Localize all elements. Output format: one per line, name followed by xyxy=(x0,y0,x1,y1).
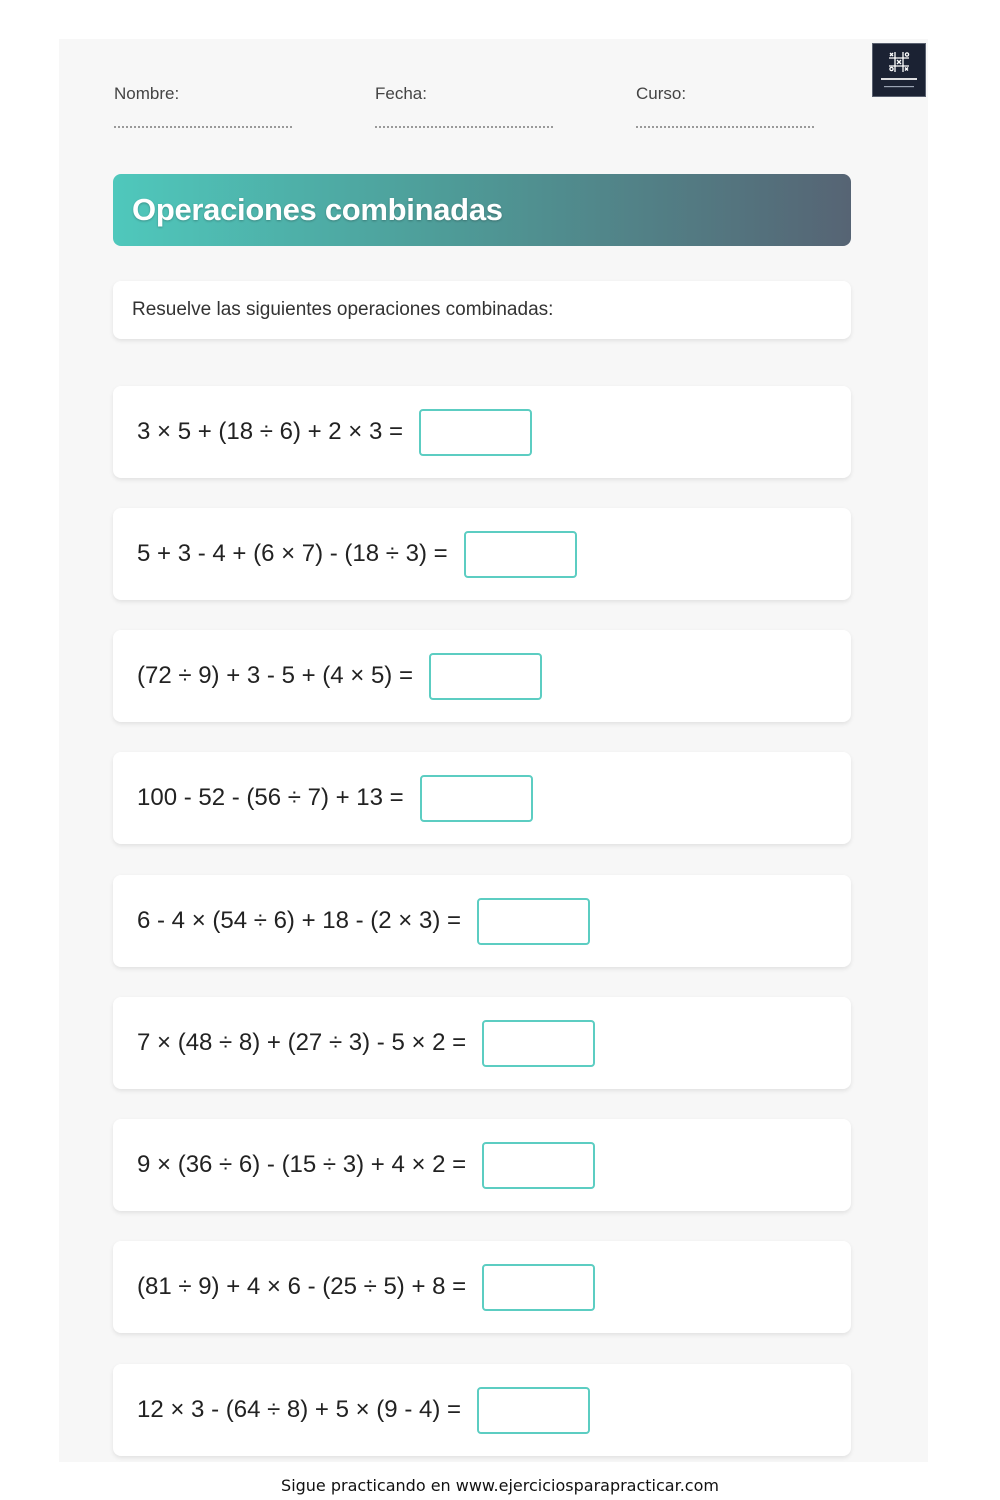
exercise-expression: 7 × (48 ÷ 8) + (27 ÷ 3) - 5 × 2 = xyxy=(137,1029,467,1056)
footer-text: Sigue practicando en www.ejerciciosparapracticar.com xyxy=(281,1476,719,1495)
answer-box[interactable] xyxy=(482,1264,595,1311)
exercise-expression: 5 + 3 - 4 + (6 × 7) - (18 ÷ 3) = xyxy=(137,540,448,567)
exercise-card xyxy=(113,508,851,600)
exercise-expression: 100 - 52 - (56 ÷ 7) + 13 = xyxy=(137,784,404,811)
date-field[interactable] xyxy=(375,83,553,128)
answer-box[interactable] xyxy=(420,775,533,822)
page-title: Operaciones combinadas xyxy=(132,192,503,227)
logo xyxy=(872,43,926,97)
name-line[interactable] xyxy=(114,126,292,128)
exercise-card xyxy=(113,1364,851,1456)
answer-box[interactable] xyxy=(429,653,542,700)
course-label: Curso: xyxy=(636,84,687,103)
exercise-expression: (81 ÷ 9) + 4 × 6 - (25 ÷ 5) + 8 = xyxy=(137,1273,467,1300)
exercise-card xyxy=(113,1241,851,1333)
tic-tac-toe-logo-icon xyxy=(873,44,925,96)
answer-box[interactable] xyxy=(477,1387,590,1434)
instruction-box xyxy=(113,281,851,339)
date-line[interactable] xyxy=(375,126,553,128)
name-label: Nombre: xyxy=(114,84,180,103)
exercise-expression: 6 - 4 × (54 ÷ 6) + 18 - (2 × 3) = xyxy=(137,907,461,934)
exercise-card xyxy=(113,386,851,478)
exercise-expression: 9 × (36 ÷ 6) - (15 ÷ 3) + 4 × 2 = xyxy=(137,1151,467,1178)
answer-box[interactable] xyxy=(482,1142,595,1189)
answer-box[interactable] xyxy=(419,409,532,456)
date-label: Fecha: xyxy=(375,84,427,103)
title-banner xyxy=(113,174,851,246)
exercise-card xyxy=(113,997,851,1089)
exercise-card xyxy=(113,630,851,722)
course-line[interactable] xyxy=(636,126,814,128)
instruction-text: Resuelve las siguientes operaciones combinadas: xyxy=(132,299,554,320)
answer-box[interactable] xyxy=(464,531,577,578)
exercise-card xyxy=(113,752,851,844)
name-field[interactable] xyxy=(114,83,292,128)
exercise-expression: 12 × 3 - (64 ÷ 8) + 5 × (9 - 4) = xyxy=(137,1396,461,1423)
answer-box[interactable] xyxy=(482,1020,595,1067)
answer-box[interactable] xyxy=(477,898,590,945)
exercise-card xyxy=(113,875,851,967)
exercise-expression: (72 ÷ 9) + 3 - 5 + (4 × 5) = xyxy=(137,662,413,689)
exercise-expression: 3 × 5 + (18 ÷ 6) + 2 × 3 = xyxy=(137,418,404,445)
exercise-card xyxy=(113,1119,851,1211)
course-field[interactable] xyxy=(636,83,814,128)
